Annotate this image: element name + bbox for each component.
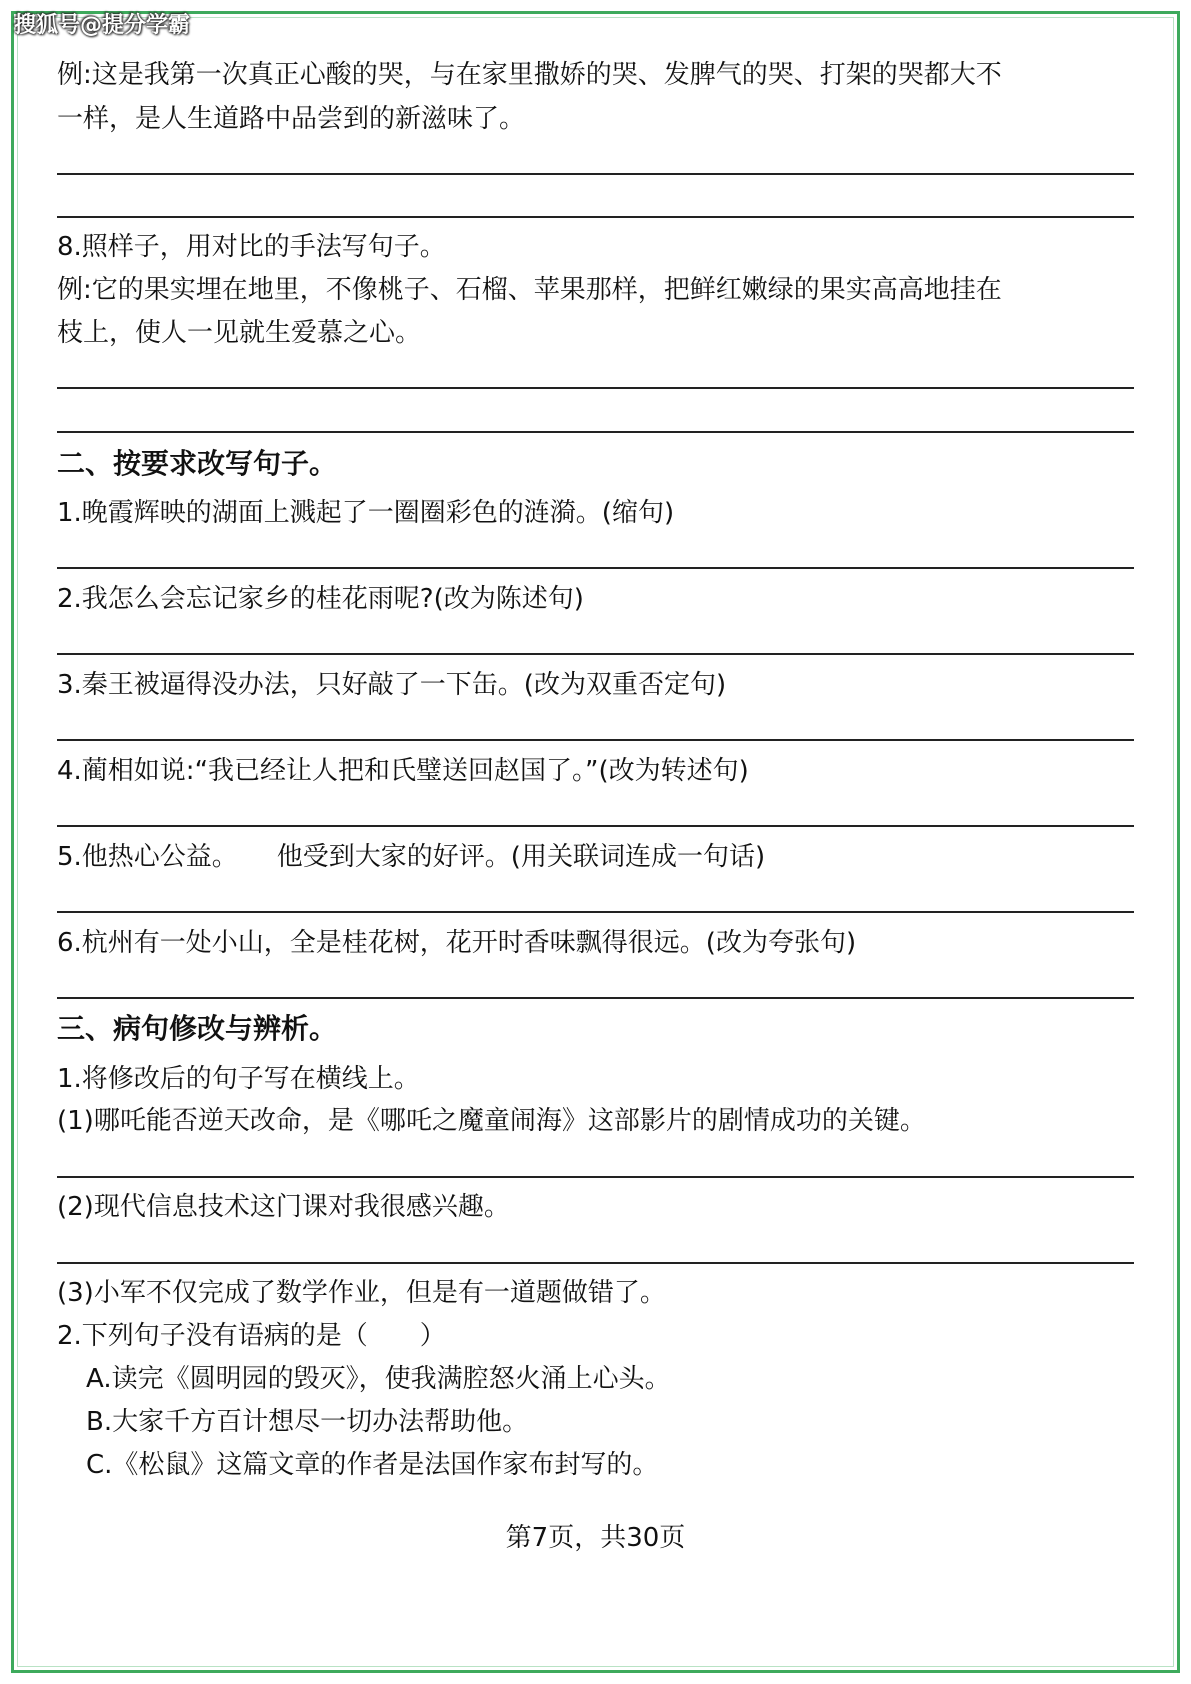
section-3-question-1: 1.将修改后的句子写在横线上。 bbox=[57, 1064, 420, 1094]
section-3-question-1-part-2: (2)现代信息技术这门课对我很感兴趣。 bbox=[57, 1192, 510, 1222]
answer-line[interactable] bbox=[57, 1176, 1134, 1178]
answer-line[interactable] bbox=[57, 825, 1134, 827]
section-3-question-2: 2.下列句子没有语病的是（ ） bbox=[57, 1321, 446, 1351]
section-2-question-4: 4.蔺相如说:“我已经让人把和氏璧送回赵国了。”(改为转述句) bbox=[57, 756, 749, 786]
example-7-line-2: 一样，是人生道路中品尝到的新滋味了。 bbox=[57, 104, 526, 134]
page-number: 第7页，共30页 bbox=[505, 1523, 686, 1553]
example-8-line-1: 例:它的果实埋在地里，不像桃子、石榴、苹果那样，把鲜红嫩绿的果实高高地挂在 bbox=[57, 275, 1002, 305]
section-2-heading: 二、按要求改写句子。 bbox=[57, 447, 338, 480]
answer-line[interactable] bbox=[57, 653, 1134, 655]
section-2-question-3: 3.秦王被逼得没办法，只好敲了一下缶。(改为双重否定句) bbox=[57, 670, 727, 700]
option-b[interactable]: B.大家千方百计想尽一切办法帮助他。 bbox=[86, 1407, 529, 1437]
question-8: 8.照样子，用对比的手法写句子。 bbox=[57, 232, 446, 262]
answer-line[interactable] bbox=[57, 431, 1134, 433]
answer-line[interactable] bbox=[57, 567, 1134, 569]
section-2-question-5: 5.他热心公益。 他受到大家的好评。(用关联词连成一句话) bbox=[57, 842, 766, 872]
example-7-line-1: 例:这是我第一次真正心酸的哭，与在家里撒娇的哭、发脾气的哭、打架的哭都大不 bbox=[57, 60, 1002, 90]
answer-line[interactable] bbox=[57, 173, 1134, 175]
section-2-question-2: 2.我怎么会忘记家乡的桂花雨呢?(改为陈述句) bbox=[57, 584, 584, 614]
answer-line[interactable] bbox=[57, 739, 1134, 741]
section-3-heading: 三、病句修改与辨析。 bbox=[57, 1012, 338, 1045]
option-a[interactable]: A.读完《圆明园的毁灭》，使我满腔怒火涌上心头。 bbox=[86, 1364, 671, 1394]
watermark: 搜狐号@提分学霸 bbox=[14, 13, 191, 38]
answer-line[interactable] bbox=[57, 387, 1134, 389]
section-3-question-1-part-1: (1)哪吒能否逆天改命，是《哪吒之魔童闹海》这部影片的剧情成功的关键。 bbox=[57, 1106, 926, 1136]
answer-line[interactable] bbox=[57, 216, 1134, 218]
example-8-line-2: 枝上，使人一见就生爱慕之心。 bbox=[57, 318, 422, 348]
section-2-question-6: 6.杭州有一处小山，全是桂花树，花开时香味飘得很远。(改为夸张句) bbox=[57, 928, 857, 958]
option-c[interactable]: C.《松鼠》这篇文章的作者是法国作家布封写的。 bbox=[86, 1450, 659, 1480]
answer-line[interactable] bbox=[57, 1262, 1134, 1264]
answer-line[interactable] bbox=[57, 911, 1134, 913]
section-2-question-1: 1.晚霞辉映的湖面上溅起了一圈圈彩色的涟漪。(缩句) bbox=[57, 498, 675, 528]
answer-line[interactable] bbox=[57, 997, 1134, 999]
section-3-question-1-part-3: (3)小军不仅完成了数学作业，但是有一道题做错了。 bbox=[57, 1278, 666, 1308]
